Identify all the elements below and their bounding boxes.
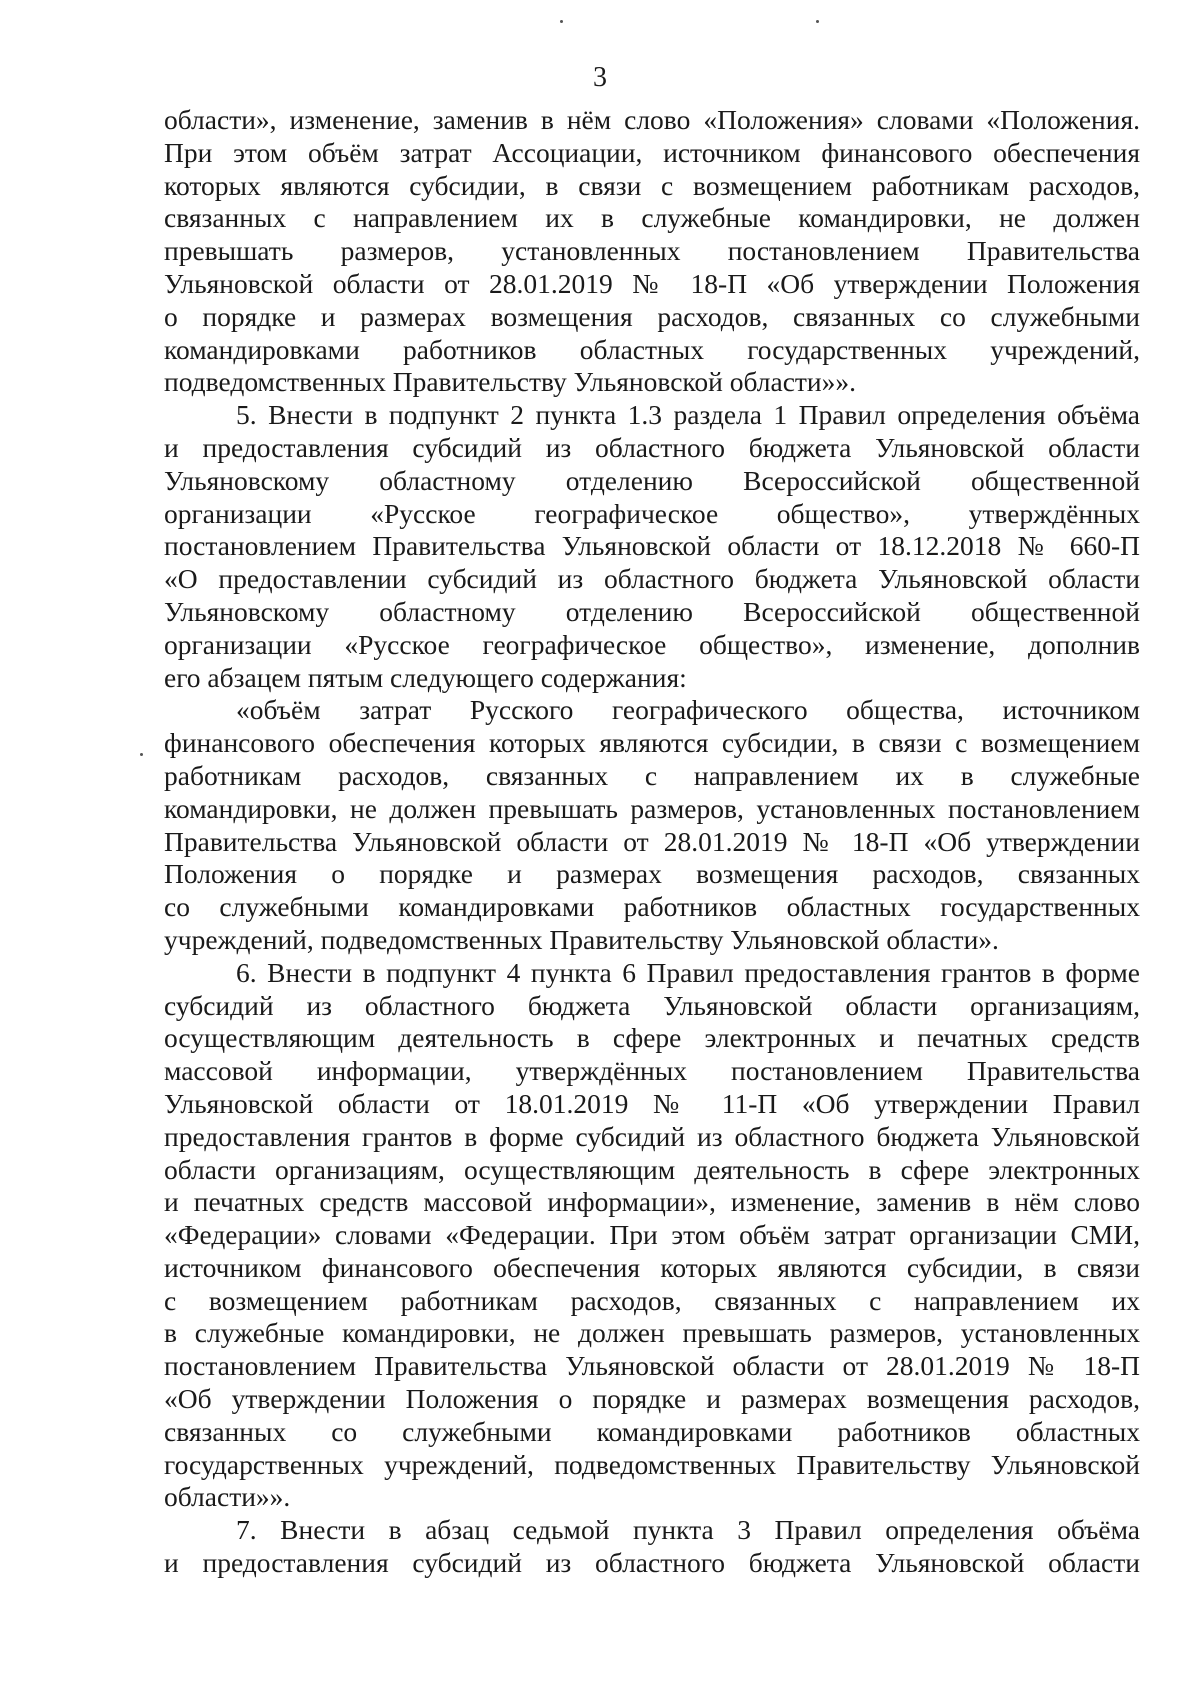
text-line: «Об утверждении Положения о порядке и размерах возмещения расходов,: [164, 1383, 1140, 1415]
text-line: превышать размеров, установленных постановлением Правительства: [164, 235, 1140, 267]
text-line: 5. Внести в подпункт 2 пункта 1.3 раздела 1 Правил определения объёма: [236, 399, 1140, 431]
text-line: работникам расходов, связанных с направлением их в служебные: [164, 759, 1140, 791]
text-line: Ульяновской области от 28.01.2019 № 18-П «Об утверждении Положения: [164, 267, 1140, 299]
text-line: подведомственных Правительству Ульяновской области»».: [164, 366, 857, 398]
text-line: 6. Внести в подпункт 4 пункта 6 Правил предоставления грантов в форме: [236, 956, 1140, 988]
text-line: о порядке и размерах возмещения расходов, связанных со служебными: [164, 300, 1140, 332]
text-line: его абзацем пятым следующего содержания:: [164, 661, 687, 693]
text-line: При этом объём затрат Ассоциации, источником финансового обеспечения: [164, 136, 1140, 168]
text-line: связанных с направлением их в служебные командировки, не должен: [164, 202, 1140, 234]
text-line: субсидий из областного бюджета Ульяновской области организациям,: [164, 989, 1140, 1021]
text-line: «О предоставлении субсидий из областного бюджета Ульяновской области: [164, 563, 1140, 595]
text-line: и предоставления субсидий из областного бюджета Ульяновской области: [164, 1547, 1140, 1579]
text-line: постановлением Правительства Ульяновской области от 28.01.2019 № 18-П: [164, 1350, 1140, 1382]
text-line: связанных со служебными командировками работников областных: [164, 1415, 1140, 1447]
text-line: Положения о порядке и размерах возмещения расходов, связанных: [164, 858, 1140, 890]
text-line: Ульяновской области от 18.01.2019 № 11-П «Об утверждении Правил: [164, 1087, 1140, 1119]
text-line: и печатных средств массовой информации», изменение, заменив в нём слово: [164, 1186, 1140, 1218]
text-line: которых являются субсидии, в связи с возмещением работникам расходов,: [164, 169, 1140, 201]
text-line: области»».: [164, 1481, 291, 1513]
scan-artifact-dot: [140, 753, 143, 756]
text-line: Правительства Ульяновской области от 28.01.2019 № 18-П «Об утверждении: [164, 825, 1140, 857]
text-line: Ульяновскому областному отделению Всероссийской общественной: [164, 595, 1140, 627]
text-line: Ульяновскому областному отделению Всероссийской общественной: [164, 464, 1140, 496]
text-line: области», изменение, заменив в нём слово «Положения» словами «Положения.: [164, 104, 1140, 135]
text-line: массовой информации, утверждённых постановлением Правительства: [164, 1055, 1140, 1087]
text-line: 7. Внести в абзац седьмой пункта 3 Правил определения объёма: [236, 1514, 1140, 1546]
text-line: осуществляющим деятельность в сфере электронных и печатных средств: [164, 1022, 1140, 1054]
scan-artifact-dot: [816, 20, 819, 23]
document-body: [164, 104, 1140, 1580]
text-line: организации «Русское географическое общество», утверждённых: [164, 497, 1140, 529]
text-line: постановлением Правительства Ульяновской области от 18.12.2018 № 660-П: [164, 530, 1140, 562]
text-line: и предоставления субсидий из областного бюджета Ульяновской области: [164, 431, 1140, 463]
text-line: учреждений, подведомственных Правительству Ульяновской области».: [164, 923, 999, 955]
scan-artifact-dot: [560, 20, 563, 23]
text-line: источником финансового обеспечения которых являются субсидии, в связи: [164, 1251, 1140, 1283]
text-line: финансового обеспечения которых являются субсидии, в связи с возмещением: [164, 727, 1140, 759]
text-line: области организациям, осуществляющим деятельность в сфере электронных: [164, 1153, 1140, 1185]
page-number: 3: [593, 62, 607, 93]
text-line: командировками работников областных государственных учреждений,: [164, 333, 1140, 365]
text-line: командировки, не должен превышать размеров, установленных постановлением: [164, 792, 1140, 824]
text-line: «Федерации» словами «Федерации. При этом объём затрат организации СМИ,: [164, 1219, 1140, 1251]
text-line: «объём затрат Русского географического общества, источником: [236, 694, 1140, 726]
text-line: государственных учреждений, подведомственных Правительству Ульяновской: [164, 1448, 1140, 1480]
text-line: в служебные командировки, не должен превышать размеров, установленных: [164, 1317, 1140, 1349]
text-line: предоставления грантов в форме субсидий из областного бюджета Ульяновской: [164, 1120, 1140, 1152]
text-line: организации «Русское географическое общество», изменение, дополнив: [164, 628, 1140, 660]
text-line: со служебными командировками работников областных государственных: [164, 891, 1140, 923]
text-line: с возмещением работникам расходов, связанных с направлением их: [164, 1284, 1140, 1316]
